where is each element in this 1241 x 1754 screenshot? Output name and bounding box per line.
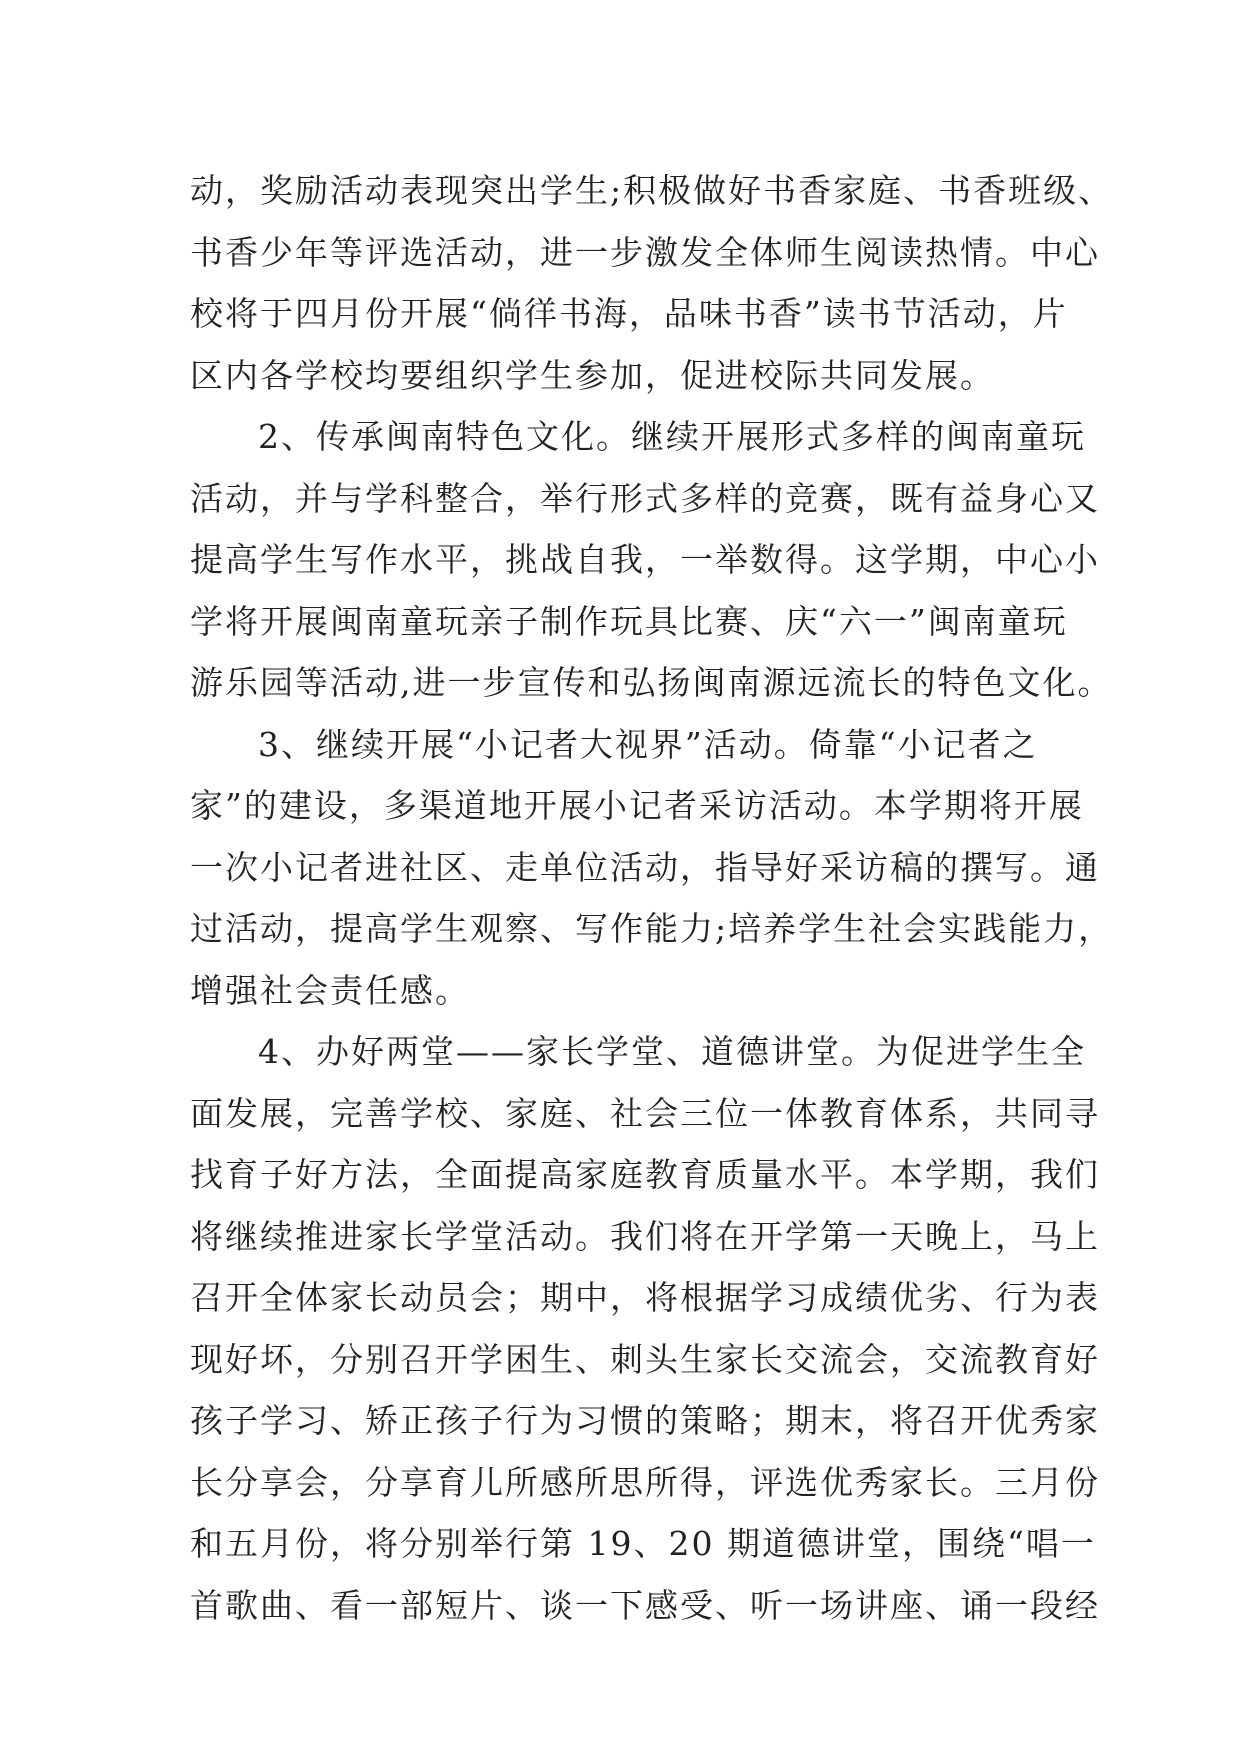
paragraph-first-line: 3、继续开展“小记者大视界”活动。倚靠“小记者之: [258, 724, 1038, 764]
text-line: 找育子好方法，全面提高家庭教育质量水平。本学期，我们: [190, 1155, 1100, 1194]
text-line: 活动，并与学科整合，举行形式多样的竞赛，既有益身心又: [190, 478, 1100, 518]
text-line: 召开全体家长动员会；期中，将根据学习成绩优劣、行为表: [190, 1278, 1100, 1317]
paragraph-first-line: 4、办好两堂——家长学堂、道德讲堂。为促进学生全: [258, 1032, 1086, 1071]
text-line: 面发展，完善学校、家庭、社会三位一体教育体系，共同寻: [190, 1093, 1100, 1133]
text-line: 长分享会，分享育儿所感所思所得，评选优秀家长。三月份: [190, 1462, 1100, 1502]
text-line: 现好坏，分别召开学困生、刺头生家长交流会，交流教育好: [190, 1339, 1100, 1379]
text-line: 一次小记者进社区、走单位活动，指导好采访稿的撰写。通: [190, 847, 1100, 887]
text-line: 书香少年等评选活动，进一步激发全体师生阅读热情。中心: [190, 232, 1100, 272]
text-line: 孩子学习、矫正孩子行为习惯的策略；期末，将召开优秀家: [190, 1401, 1100, 1440]
text-line: 校将于四月份开展“倘徉书海，品味书香”读书节活动，片: [190, 294, 1068, 333]
text-line: 和五月份，将分别举行第 19、20 期道德讲堂，围绕“唱一: [190, 1524, 1096, 1563]
text-line: 学将开展闽南童玩亲子制作玩具比赛、庆“六一”闽南童玩: [190, 601, 1068, 641]
text-line: 游乐园等活动,进一步宣传和弘扬闽南源远流长的特色文化。: [190, 663, 1113, 702]
text-line: 将继续推进家长学堂活动。我们将在开学第一天晚上，马上: [190, 1216, 1100, 1256]
text-line: 区内各学校均要组织学生参加，促进校际共同发展。: [190, 355, 995, 395]
text-line: 增强社会责任感。: [190, 970, 470, 1010]
text-line: 动，奖励活动表现突出学生;积极做好书香家庭、书香班级、: [190, 171, 1114, 210]
paragraph-first-line: 2、传承闽南特色文化。继续开展形式多样的闽南童玩: [258, 417, 1086, 456]
text-line: 过活动，提高学生观察、写作能力;培养学生社会实践能力，: [190, 909, 1114, 948]
text-line: 提高学生写作水平，挑战自我，一举数得。这学期，中心小: [190, 540, 1100, 579]
document-body: [190, 160, 1114, 1636]
text-line: 首歌曲、看一部短片、谈一下感受、听一场讲座、诵一段经: [190, 1585, 1100, 1625]
text-line: 家”的建设，多渠道地开展小记者采访活动。本学期将开展: [190, 786, 1084, 825]
